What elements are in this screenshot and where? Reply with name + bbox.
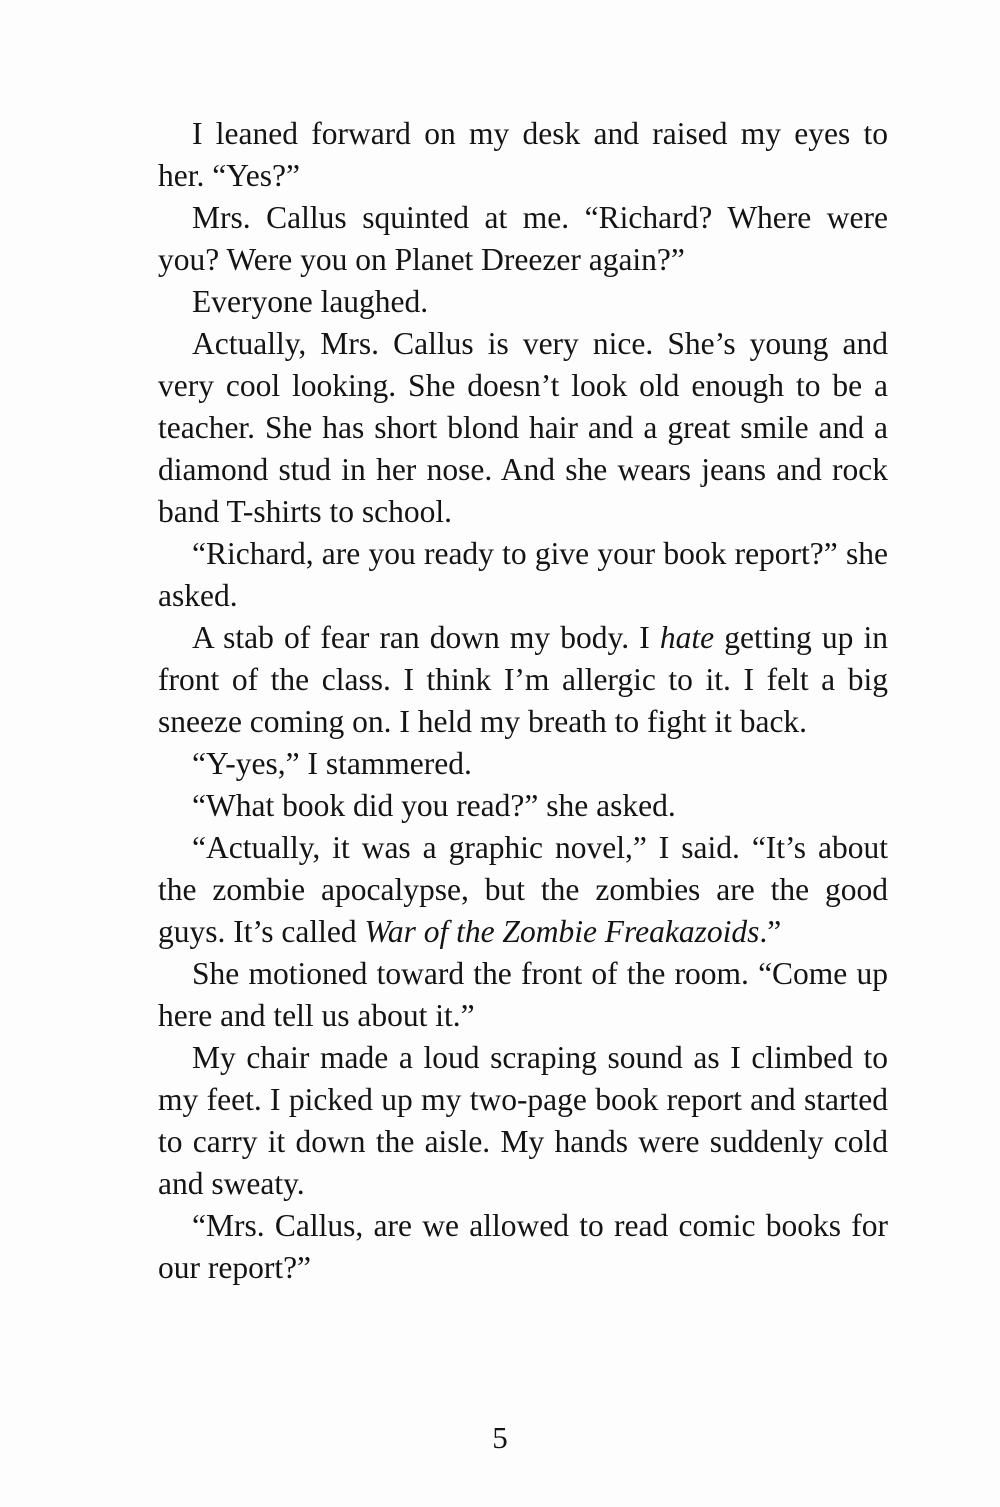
italic-text: War of the Zombie Freakazoids [364, 914, 760, 949]
text-run: Actually, Mrs. Callus is very nice. She’s young and very cool looking. She doesn’t look old enough to be a teacher. She has short blond hair and a great smile and a diamond stud in her nose. And she wears jeans and rock band T-shirts to school. [158, 326, 888, 529]
text-run: “Actually, it was a graphic novel,” I said. “It’s about the zombie apocalypse, but the zombies are the good guys. It’s called [158, 830, 888, 949]
text-run: getting up in front of the class. I think I’m allergic to it. I felt a big sneeze coming on. I held my breath to fight it back. [158, 620, 888, 739]
text-run: “Mrs. Callus, are we allowed to read comic books for our report?” [158, 1208, 888, 1285]
text-run: “Y-yes,” I stammered. [192, 746, 472, 781]
italic-text: hate [659, 620, 715, 655]
paragraph [158, 1037, 888, 1205]
text-run: Mrs. Callus squinted at me. “Richard? Where were you? Were you on Planet Dreezer again?” [158, 200, 888, 277]
paragraph [158, 953, 888, 1037]
text-run: “Richard, are you ready to give your book report?” she asked. [158, 536, 888, 613]
text-run: She motioned toward the front of the room. “Come up here and tell us about it.” [158, 956, 888, 1033]
text-run: A stab of fear ran down my body. I [192, 620, 660, 655]
paragraph [158, 323, 888, 533]
text-run: My chair made a loud scraping sound as I climbed to my feet. I picked up my two-page book report and started to carry it down the aisle. My hands were suddenly cold and sweaty. [158, 1040, 888, 1201]
paragraph [158, 827, 888, 953]
page-number: 5 [492, 1420, 508, 1455]
paragraph [158, 743, 888, 785]
text-run: Everyone laughed. [192, 284, 429, 319]
body-text [158, 113, 888, 1289]
paragraph [158, 617, 888, 743]
paragraph [158, 1205, 888, 1289]
paragraph [158, 533, 888, 617]
paragraph [158, 113, 888, 197]
paragraph [158, 785, 888, 827]
paragraph [158, 281, 888, 323]
text-run: I leaned forward on my desk and raised my eyes to her. “Yes?” [158, 116, 888, 193]
paragraph [158, 197, 888, 281]
text-run: “What book did you read?” she asked. [192, 788, 676, 823]
text-run: .” [759, 914, 782, 949]
